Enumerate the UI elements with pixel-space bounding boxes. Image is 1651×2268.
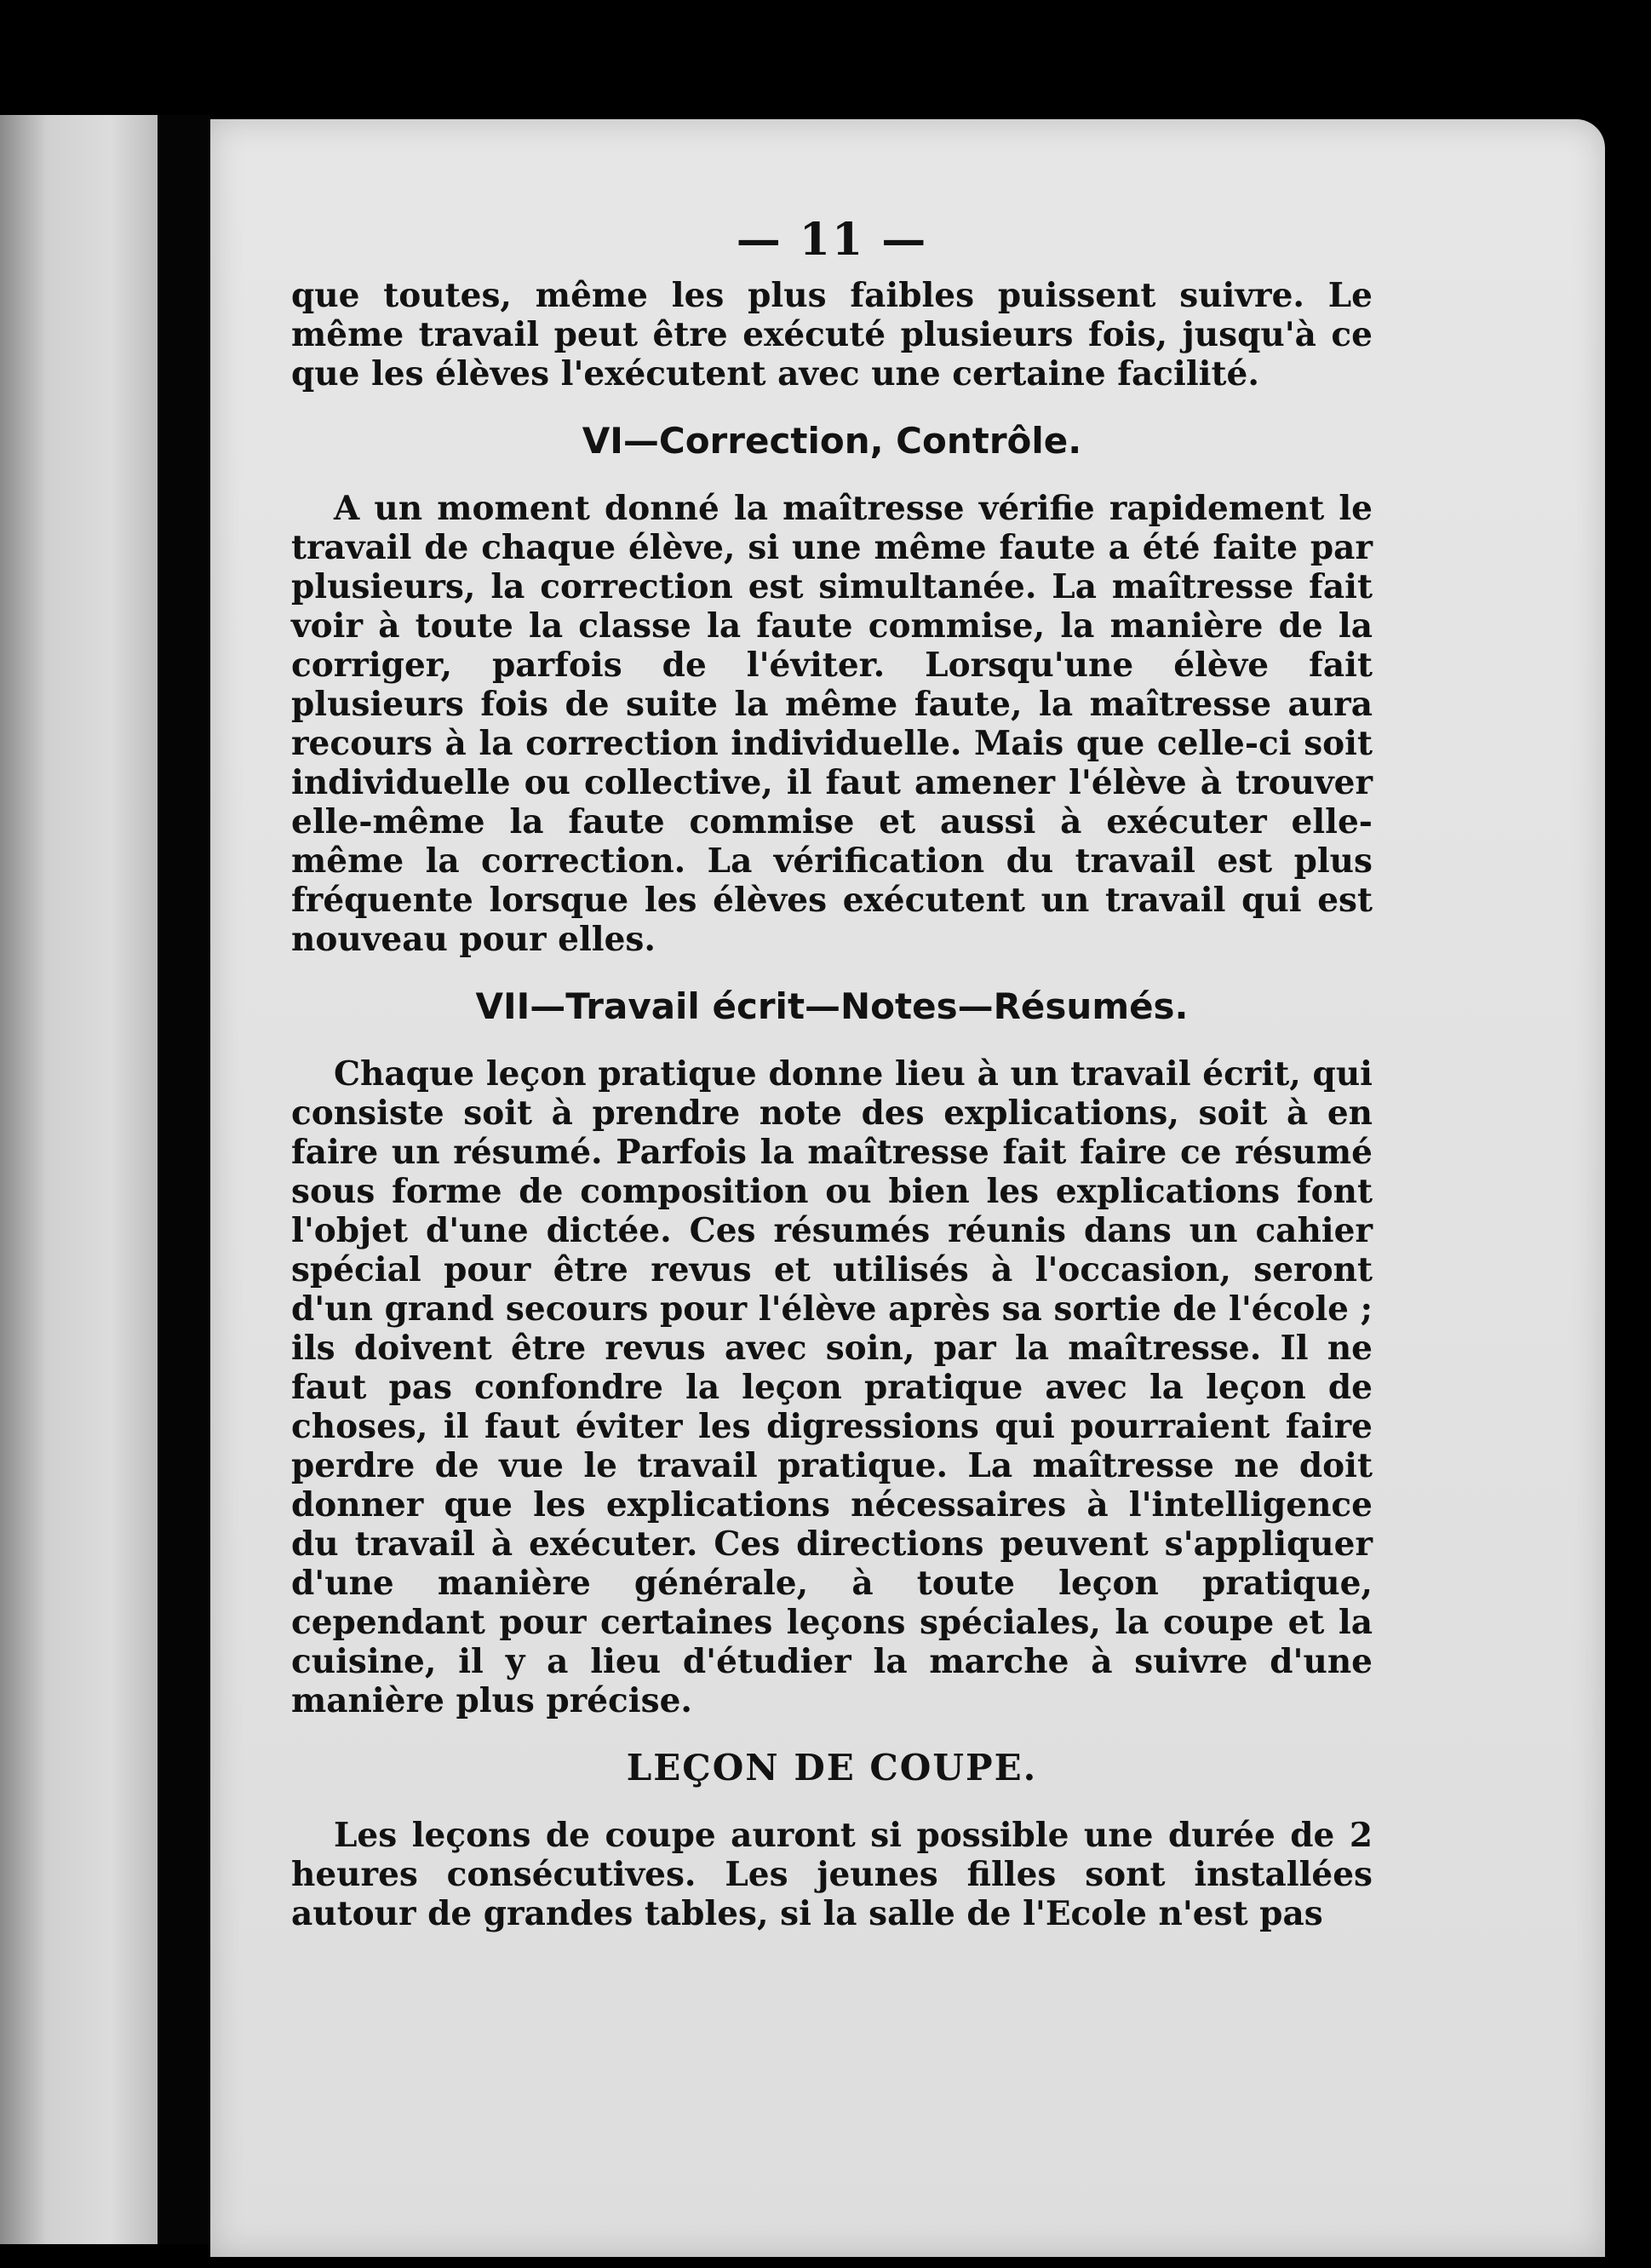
book-page <box>210 119 1605 2257</box>
page-content <box>291 213 1373 1933</box>
paragraph-continuation: que toutes, même les plus faibles puissent suivre. Le même travail peut être exécuté plusieurs fois, jusqu'à ce que les élèves l'exécutent avec une certaine facilité. <box>291 276 1373 393</box>
section-heading-travail-ecrit: VII—Travail écrit—Notes—Résumés. <box>475 985 1189 1027</box>
paragraph-lecon-de-coupe: Les leçons de coupe auront si possible une durée de 2 heures consécutives. Les jeunes filles sont installées autour de grandes tables, si la salle de l'Ecole n'est pas <box>291 1816 1373 1933</box>
paragraph-correction: A un moment donné la maîtresse vérifie rapidement le travail de chaque élève, si une même faute a été faite par plusieurs, la correction est simultanée. La maîtresse fait voir à toute la classe la faute commise, la manière de la corriger, parfois de l'éviter. Lorsqu'une élève fait plusieurs fois de suite la même faute, la maîtresse aura recours à la correction individuelle. Mais que celle-ci soit individuelle ou collective, il faut amener l'élève à trouver elle-même la faute commise et aussi à exécuter elle-même la correction. La vérification du travail est plus fréquente lorsque les élèves exécutent un travail qui est nouveau pour elles. <box>291 489 1373 959</box>
section-heading-lecon-de-coupe: LEÇON DE COUPE. <box>626 1747 1038 1789</box>
adjacent-page-edge <box>0 115 158 2244</box>
page-number: — 11 — <box>736 214 928 266</box>
paragraph-travail-ecrit: Chaque leçon pratique donne lieu à un travail écrit, qui consiste soit à prendre note des explications, soit à en faire un résumé. Parfois la maîtresse fait faire ce résumé sous forme de composition ou bien les explications font l'objet d'une dictée. Ces résumés réunis dans un cahier spécial pour être revus et utilisés à l'occasion, seront d'un grand secours pour l'élève après sa sortie de l'école ; ils doivent être revus avec soin, par la maîtresse. Il ne faut pas confondre la leçon pratique avec la leçon de choses, il faut éviter les digressions qui pourraient faire perdre de vue le travail pratique. La maîtresse ne doit donner que les explications nécessaires à l'intelligence du travail à exécuter. Ces directions peuvent s'appliquer d'une manière générale, à toute leçon pratique, cependant pour certaines leçons spéciales, la coupe et la cuisine, il y a lieu d'étudier la marche à suivre d'une manière plus précise. <box>291 1054 1373 1720</box>
book-gutter-shadow <box>158 115 210 2244</box>
section-heading-correction: VI—Correction, Contrôle. <box>582 420 1082 462</box>
